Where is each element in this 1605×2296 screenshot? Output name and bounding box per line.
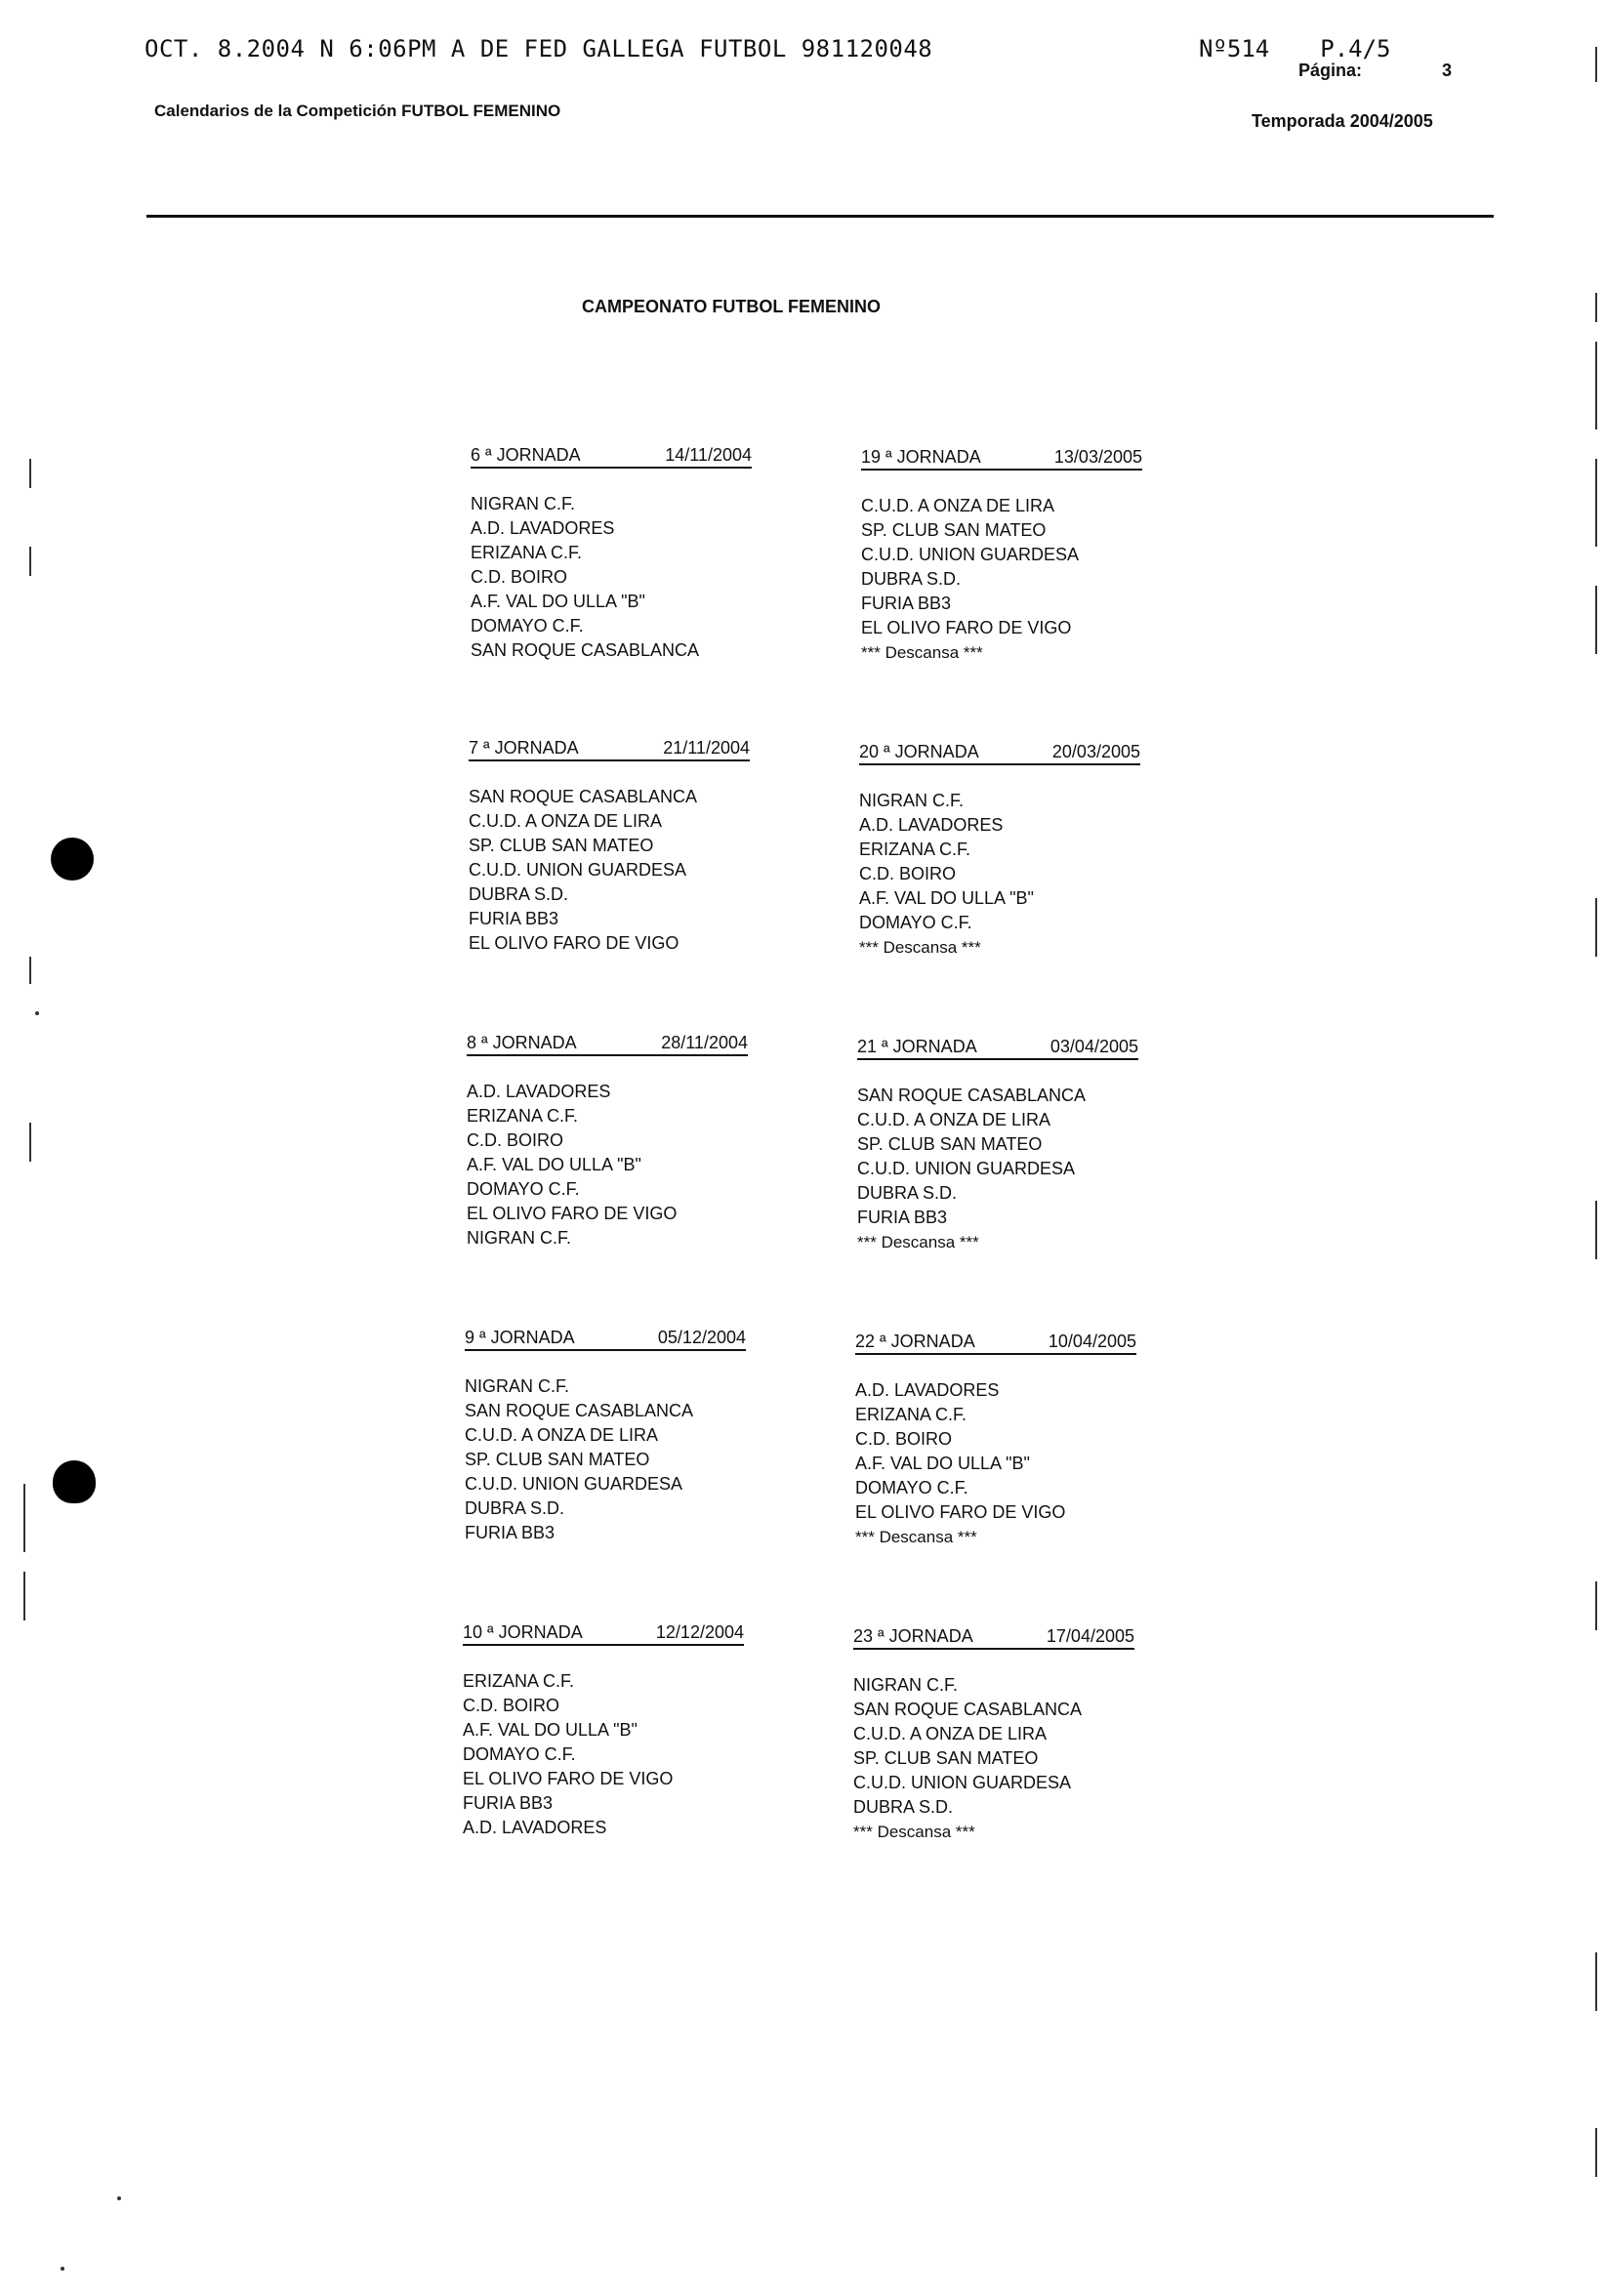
team-name: NIGRAN C.F. <box>465 1376 570 1396</box>
round-block <box>465 1328 746 1545</box>
team-name: ERIZANA C.F. <box>467 1106 579 1126</box>
edge-mark <box>1595 1201 1597 1259</box>
team-name: NIGRAN C.F. <box>859 791 965 810</box>
team-name: DUBRA S.D. <box>861 569 962 589</box>
team-name: C.U.D. UNION GUARDESA <box>465 1474 683 1494</box>
team-name: EL OLIVO FARO DE VIGO <box>467 1204 678 1223</box>
round-block <box>471 445 752 663</box>
team-name: SP. CLUB SAN MATEO <box>857 1134 1043 1154</box>
team-name: C.D. BOIRO <box>855 1429 953 1449</box>
team-name: A.D. LAVADORES <box>859 815 1004 835</box>
edge-mark <box>29 1123 31 1162</box>
team-name: EL OLIVO FARO DE VIGO <box>469 933 679 953</box>
team-name: DUBRA S.D. <box>469 884 569 904</box>
fax-number: Nº514 <box>1199 35 1270 62</box>
round-date: 05/12/2004 <box>657 1328 746 1347</box>
round-header <box>465 1328 746 1351</box>
round-name: 10 ª JORNADA <box>463 1622 583 1642</box>
round-date: 20/03/2005 <box>1051 742 1140 761</box>
round-date: 21/11/2004 <box>663 738 750 758</box>
round-name: 23 ª JORNADA <box>853 1626 973 1646</box>
team-name: ERIZANA C.F. <box>855 1405 967 1424</box>
edge-mark <box>29 459 31 488</box>
edge-mark <box>1595 586 1597 654</box>
team-name: SP. CLUB SAN MATEO <box>469 836 654 855</box>
round-block <box>467 1033 748 1250</box>
team-name: DOMAYO C.F. <box>855 1478 968 1497</box>
team-name: FURIA BB3 <box>857 1208 948 1227</box>
team-name: NIGRAN C.F. <box>853 1675 959 1695</box>
team-name: C.U.D. UNION GUARDESA <box>861 545 1080 564</box>
rest-marker: *** Descansa *** <box>853 1823 975 1841</box>
round-block <box>853 1626 1134 1844</box>
team-name: A.D. LAVADORES <box>467 1082 611 1101</box>
round-name: 8 ª JORNADA <box>467 1033 577 1052</box>
team-name: C.D. BOIRO <box>467 1130 564 1150</box>
fax-header-line: OCT. 8.2004 N 6:06PM A DE FED GALLEGA FUTBOL 981120048 <box>144 35 933 62</box>
round-date: 17/04/2005 <box>1046 1626 1134 1646</box>
round-name: 7 ª JORNADA <box>469 738 579 758</box>
round-block <box>861 447 1142 665</box>
round-date: 10/04/2005 <box>1048 1332 1136 1351</box>
season-label: Temporada 2004/2005 <box>1252 111 1433 131</box>
team-name: DUBRA S.D. <box>853 1797 954 1817</box>
team-name: DUBRA S.D. <box>465 1498 565 1518</box>
team-name: NIGRAN C.F. <box>467 1228 572 1248</box>
rest-marker: *** Descansa *** <box>861 643 983 662</box>
page-label <box>1298 61 1452 81</box>
team-name: SAN ROQUE CASABLANCA <box>469 787 698 806</box>
team-name: ERIZANA C.F. <box>463 1671 575 1691</box>
document-title: CAMPEONATO FUTBOL FEMENINO <box>582 297 881 316</box>
team-name: A.F. VAL DO ULLA "B" <box>471 592 645 611</box>
speck <box>35 1011 39 1015</box>
team-name: C.D. BOIRO <box>859 864 957 883</box>
punch-hole-bottom <box>53 1460 96 1503</box>
round-header <box>463 1622 744 1646</box>
round-header <box>857 1037 1138 1060</box>
edge-mark <box>1595 2128 1597 2177</box>
round-block <box>463 1622 744 1840</box>
edge-mark <box>29 957 31 984</box>
team-name: A.F. VAL DO ULLA "B" <box>855 1454 1030 1473</box>
round-block <box>855 1332 1136 1549</box>
team-name: C.U.D. A ONZA DE LIRA <box>853 1724 1048 1743</box>
team-name: C.U.D. UNION GUARDESA <box>853 1773 1072 1792</box>
round-date: 03/04/2005 <box>1049 1037 1138 1056</box>
round-block <box>859 742 1140 960</box>
rest-marker: *** Descansa *** <box>859 938 981 957</box>
team-name: DOMAYO C.F. <box>467 1179 580 1199</box>
team-name: SP. CLUB SAN MATEO <box>861 520 1047 540</box>
round-header <box>861 447 1142 471</box>
team-name: C.D. BOIRO <box>463 1696 560 1715</box>
team-name: C.U.D. A ONZA DE LIRA <box>469 811 663 831</box>
rest-marker: *** Descansa *** <box>857 1233 979 1251</box>
team-name: EL OLIVO FARO DE VIGO <box>855 1502 1066 1522</box>
team-name: DUBRA S.D. <box>857 1183 958 1203</box>
round-date: 12/12/2004 <box>655 1622 744 1642</box>
edge-mark <box>1595 47 1597 82</box>
team-name: C.U.D. A ONZA DE LIRA <box>857 1110 1051 1129</box>
team-name: ERIZANA C.F. <box>859 840 971 859</box>
round-header <box>855 1332 1136 1355</box>
round-name: 9 ª JORNADA <box>465 1328 575 1347</box>
round-date: 28/11/2004 <box>661 1033 748 1052</box>
round-header <box>853 1626 1134 1650</box>
header-divider <box>146 215 1494 218</box>
edge-mark <box>1595 342 1597 430</box>
team-name: NIGRAN C.F. <box>471 494 576 513</box>
team-name: C.U.D. A ONZA DE LIRA <box>465 1425 659 1445</box>
round-block <box>469 738 750 956</box>
team-name: SP. CLUB SAN MATEO <box>853 1748 1039 1768</box>
rest-marker: *** Descansa *** <box>855 1528 977 1546</box>
edge-mark <box>1595 1581 1597 1630</box>
team-name: SAN ROQUE CASABLANCA <box>857 1086 1087 1105</box>
round-name: 21 ª JORNADA <box>857 1037 977 1056</box>
edge-mark <box>23 1484 25 1552</box>
team-name: C.U.D. A ONZA DE LIRA <box>861 496 1055 515</box>
team-name: EL OLIVO FARO DE VIGO <box>861 618 1072 637</box>
round-header <box>859 742 1140 765</box>
round-header <box>471 445 752 469</box>
team-name: EL OLIVO FARO DE VIGO <box>463 1769 674 1788</box>
team-name: SAN ROQUE CASABLANCA <box>853 1700 1083 1719</box>
team-name: A.F. VAL DO ULLA "B" <box>463 1720 638 1740</box>
speck <box>117 2196 121 2200</box>
edge-mark <box>23 1572 25 1620</box>
team-name: DOMAYO C.F. <box>859 913 972 932</box>
edge-mark <box>1595 1952 1597 2011</box>
edge-mark <box>1595 898 1597 957</box>
punch-hole-top <box>51 838 94 881</box>
team-name: FURIA BB3 <box>469 909 559 928</box>
page-number: 3 <box>1442 61 1453 80</box>
round-name: 20 ª JORNADA <box>859 742 979 761</box>
fax-header-right <box>1199 35 1442 62</box>
team-name: C.U.D. UNION GUARDESA <box>857 1159 1076 1178</box>
team-name: A.F. VAL DO ULLA "B" <box>859 888 1034 908</box>
competition-subtitle: Calendarios de la Competición FUTBOL FEMENINO <box>154 102 561 120</box>
team-name: DOMAYO C.F. <box>463 1744 576 1764</box>
round-name: 19 ª JORNADA <box>861 447 981 467</box>
team-name: FURIA BB3 <box>861 594 952 613</box>
team-name: A.D. LAVADORES <box>855 1380 1000 1400</box>
team-name: DOMAYO C.F. <box>471 616 584 636</box>
team-name: A.D. LAVADORES <box>463 1818 607 1837</box>
edge-mark <box>29 547 31 576</box>
team-name: C.D. BOIRO <box>471 567 568 587</box>
team-name: SAN ROQUE CASABLANCA <box>471 640 700 660</box>
team-name: ERIZANA C.F. <box>471 543 583 562</box>
team-name: A.D. LAVADORES <box>471 518 615 538</box>
team-name: SAN ROQUE CASABLANCA <box>465 1401 694 1420</box>
round-block <box>857 1037 1138 1254</box>
team-name: FURIA BB3 <box>463 1793 554 1813</box>
speck <box>61 2267 64 2271</box>
round-header <box>469 738 750 761</box>
round-date: 13/03/2005 <box>1053 447 1142 467</box>
page-label-text: Página: <box>1298 61 1363 80</box>
round-name: 22 ª JORNADA <box>855 1332 975 1351</box>
team-name: C.U.D. UNION GUARDESA <box>469 860 687 880</box>
fax-page: P.4/5 <box>1320 35 1391 62</box>
team-name: FURIA BB3 <box>465 1523 556 1542</box>
edge-mark <box>1595 293 1597 322</box>
team-name: SP. CLUB SAN MATEO <box>465 1450 650 1469</box>
round-date: 14/11/2004 <box>665 445 752 465</box>
round-header <box>467 1033 748 1056</box>
team-name: A.F. VAL DO ULLA "B" <box>467 1155 641 1174</box>
round-name: 6 ª JORNADA <box>471 445 581 465</box>
edge-mark <box>1595 459 1597 547</box>
